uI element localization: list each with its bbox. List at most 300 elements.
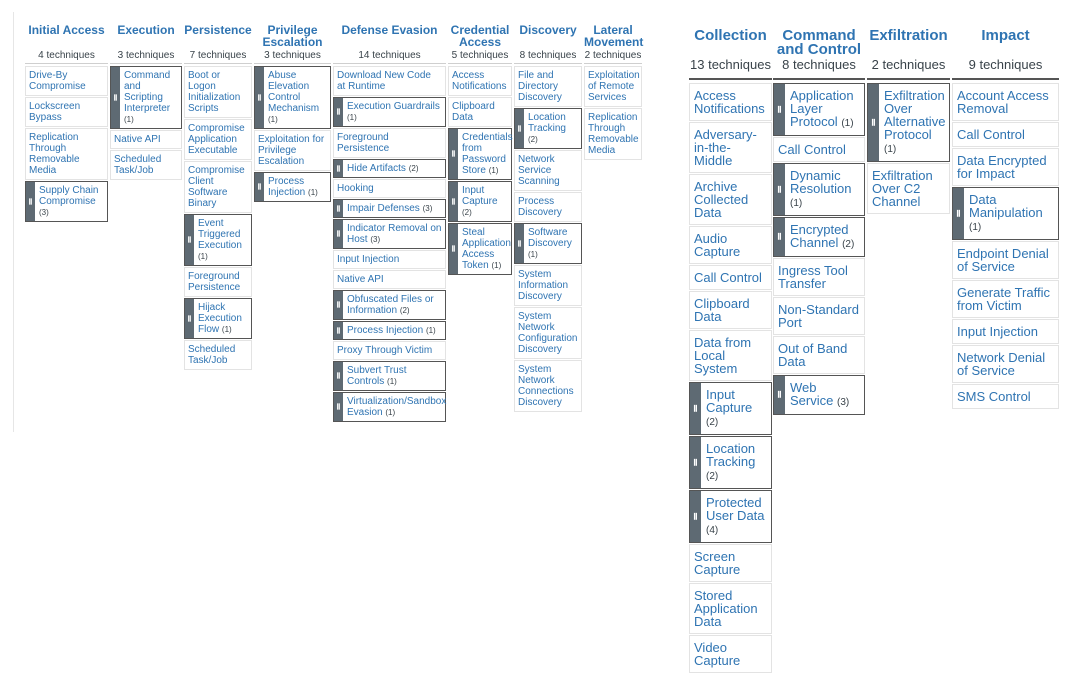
technique-label[interactable] [337, 274, 442, 285]
technique-cell-ingress-tool-transfer[interactable] [773, 258, 865, 296]
expand-subtechniques-handle-icon[interactable] [690, 491, 701, 542]
technique-label[interactable] [29, 101, 104, 123]
technique-label[interactable] [198, 302, 248, 335]
tactic-header[interactable] [333, 12, 446, 64]
technique-cell-location-tracking[interactable] [514, 108, 582, 149]
tactic-column-defense-evasion [333, 12, 446, 423]
technique-name[interactable]: Clipboard Data [452, 101, 495, 123]
technique-label[interactable] [29, 132, 104, 176]
technique-cell-application-layer-protocol[interactable] [773, 83, 865, 136]
technique-cell-video-capture[interactable] [689, 635, 772, 673]
expand-subtechniques-handle-icon[interactable] [449, 129, 458, 179]
technique-name[interactable]: Exploitation for Privilege Escalation [258, 134, 325, 167]
technique-cell-event-triggered-execution[interactable] [184, 214, 252, 266]
technique-label[interactable] [347, 163, 442, 174]
tactic-column-persistence [184, 12, 252, 371]
technique-label[interactable] [518, 70, 578, 103]
technique-name[interactable]: Replication Through Removable Media [588, 112, 639, 156]
technique-name[interactable]: System Network Connections Discovery [518, 364, 574, 408]
technique-label[interactable] [188, 123, 248, 156]
technique-name[interactable]: Clipboard Data [694, 296, 750, 324]
technique-label[interactable] [347, 396, 447, 418]
technique-name[interactable]: Foreground Persistence [337, 132, 390, 154]
technique-label[interactable] [957, 247, 1054, 273]
technique-label[interactable] [694, 641, 767, 667]
technique-cell-system-information-discovery[interactable] [514, 265, 582, 306]
technique-name[interactable]: Scheduled Task/Job [114, 154, 162, 176]
technique-cell-obfuscated-files-or-information[interactable] [333, 290, 446, 320]
technique-label[interactable] [347, 325, 442, 336]
technique-cell-exfiltration-over-c2-channel[interactable] [867, 163, 950, 214]
technique-label[interactable] [872, 169, 945, 208]
technique-cell-steal-application-access-token[interactable] [448, 223, 512, 275]
technique-name[interactable]: Input Capture [706, 387, 753, 415]
technique-cell-call-control[interactable] [689, 265, 772, 290]
expand-subtechniques-handle-icon[interactable] [774, 164, 785, 215]
technique-label[interactable] [188, 70, 248, 114]
expand-subtechniques-handle-icon[interactable] [774, 218, 785, 256]
technique-label[interactable] [518, 196, 578, 218]
technique-cell-abuse-elevation-control-mechanism[interactable] [254, 66, 331, 129]
tactic-name[interactable]: Privilege Escalation [262, 23, 323, 49]
technique-cell-compromise-application-executable[interactable] [184, 119, 252, 160]
technique-name[interactable]: Call Control [778, 142, 846, 157]
technique-label[interactable] [518, 311, 578, 355]
technique-cell-replication-through-removable-media[interactable] [25, 128, 108, 180]
technique-cell-generate-traffic-from-victim[interactable] [952, 280, 1059, 318]
technique-cell-command-and-scripting-interpreter[interactable] [110, 66, 182, 129]
subtechnique-count: (3) [39, 208, 49, 217]
technique-name[interactable]: Steal Application Access Token [462, 227, 511, 271]
technique-cell-sms-control[interactable] [952, 384, 1059, 409]
technique-label[interactable] [694, 550, 767, 576]
technique-cell-execution-guardrails[interactable] [333, 97, 446, 127]
technique-name[interactable]: Indicator Removal on Host [347, 223, 442, 245]
technique-label[interactable] [29, 70, 104, 92]
expand-subtechniques-handle-icon[interactable] [334, 393, 343, 421]
technique-cell-adversary-in-the-middle[interactable] [689, 122, 772, 173]
tactic-name[interactable]: Command and Control [776, 27, 862, 58]
tactic-name[interactable]: Exfiltration [869, 27, 948, 44]
technique-cell-credentials-from-password-store[interactable] [448, 128, 512, 180]
tactic-header[interactable] [773, 20, 865, 80]
technique-label[interactable] [114, 154, 178, 176]
technique-cell-audio-capture[interactable] [689, 226, 772, 264]
tactic-name[interactable]: Execution [117, 23, 175, 37]
technique-cell-virtualization-sandbox-evasion[interactable] [333, 392, 446, 422]
technique-cell-proxy-through-victim[interactable] [333, 341, 446, 360]
tactic-header[interactable] [584, 12, 642, 64]
technique-name[interactable]: Credentials from Password Store [462, 132, 513, 176]
technique-name[interactable]: Compromise Client Software Binary [188, 165, 245, 209]
technique-cell-replication-through-removable-media[interactable] [584, 108, 642, 160]
expand-subtechniques-handle-icon[interactable] [449, 224, 458, 274]
technique-label[interactable] [337, 183, 442, 194]
technique-name[interactable]: Location Tracking [528, 112, 566, 134]
expand-subtechniques-handle-icon[interactable] [334, 362, 343, 390]
technique-cell-location-tracking[interactable] [689, 436, 772, 489]
technique-label[interactable] [790, 169, 860, 210]
technique-cell-stored-application-data[interactable] [689, 583, 772, 634]
technique-cell-call-control[interactable] [952, 122, 1059, 147]
expand-subtechniques-handle-icon[interactable] [334, 200, 343, 217]
technique-name[interactable]: Native API [337, 274, 384, 285]
expand-subtechniques-handle-icon[interactable] [515, 224, 524, 263]
expand-subtechniques-handle-icon[interactable] [953, 188, 964, 239]
technique-label[interactable] [347, 365, 442, 387]
tactic-name[interactable]: Impact [981, 27, 1030, 44]
technique-label[interactable] [518, 269, 578, 302]
technique-name[interactable]: Data from Local System [694, 335, 752, 376]
technique-name[interactable]: Endpoint Denial of Service [957, 246, 1049, 274]
technique-name[interactable]: Execution Guardrails [347, 101, 440, 112]
technique-name[interactable]: Virtualization/Sandbox Evasion [347, 396, 447, 418]
tactic-column-lateral-movement [584, 12, 642, 161]
technique-label[interactable] [347, 101, 442, 123]
technique-label[interactable] [337, 132, 442, 154]
technique-cell-protected-user-data[interactable] [689, 490, 772, 543]
technique-name[interactable]: Adversary-in-the-Middle [694, 127, 757, 168]
technique-cell-indicator-removal-on-host[interactable] [333, 219, 446, 249]
tactic-name[interactable]: Credential Access [450, 23, 510, 49]
technique-cell-non-standard-port[interactable] [773, 297, 865, 335]
technique-cell-clipboard-data[interactable] [689, 291, 772, 329]
technique-name[interactable]: Exfiltration Over C2 Channel [872, 168, 933, 209]
technique-cell-screen-capture[interactable] [689, 544, 772, 582]
technique-label[interactable] [957, 325, 1054, 338]
technique-cell-call-control[interactable] [773, 137, 865, 162]
technique-cell-data-manipulation[interactable] [952, 187, 1059, 240]
expand-subtechniques-handle-icon[interactable] [774, 84, 785, 135]
technique-name[interactable]: Call Control [694, 270, 762, 285]
expand-subtechniques-handle-icon[interactable] [449, 182, 458, 221]
technique-name[interactable]: Input Injection [957, 324, 1038, 339]
technique-name[interactable]: Generate Traffic from Victim [957, 285, 1050, 313]
expand-subtechniques-handle-icon[interactable] [690, 437, 701, 488]
technique-count: 8 techniques [519, 50, 577, 61]
technique-name[interactable]: Ingress Tool Transfer [778, 263, 848, 291]
technique-label[interactable] [778, 342, 860, 368]
tactic-header[interactable] [952, 20, 1059, 80]
technique-name[interactable]: Supply Chain Compromise [39, 185, 99, 207]
technique-label[interactable] [518, 364, 578, 408]
technique-cell-scheduled-task-job[interactable] [110, 150, 182, 180]
tactic-name[interactable]: Defense Evasion [341, 23, 438, 37]
technique-cell-supply-chain-compromise[interactable] [25, 181, 108, 222]
technique-label[interactable] [957, 89, 1054, 115]
technique-name[interactable]: Encrypted Channel [790, 222, 849, 250]
technique-list [773, 80, 865, 415]
tactic-header[interactable] [184, 12, 252, 64]
technique-list [184, 64, 252, 370]
technique-cell-foreground-persistence[interactable] [333, 128, 446, 158]
technique-name[interactable]: File and Directory Discovery [518, 70, 562, 103]
technique-label[interactable] [588, 70, 638, 103]
technique-label[interactable] [694, 297, 767, 323]
technique-cell-system-network-configuration-discovery[interactable] [514, 307, 582, 359]
technique-name[interactable]: Abuse Elevation Control Mechanism [268, 70, 320, 114]
tactic-header[interactable] [448, 12, 512, 64]
technique-cell-archive-collected-data[interactable] [689, 174, 772, 225]
technique-name[interactable]: Boot or Logon Initialization Scripts [188, 70, 241, 114]
technique-label[interactable] [694, 232, 767, 258]
technique-cell-software-discovery[interactable] [514, 223, 582, 264]
technique-cell-exfiltration-over-alternative-protocol[interactable] [867, 83, 950, 162]
technique-label[interactable] [268, 176, 327, 198]
expand-subtechniques-handle-icon[interactable] [774, 376, 785, 414]
expand-subtechniques-handle-icon[interactable] [334, 291, 343, 319]
technique-name[interactable]: Hijack Execution Flow [198, 302, 242, 335]
technique-name[interactable]: Archive Collected Data [694, 179, 749, 220]
technique-name[interactable]: Account Access Removal [957, 88, 1049, 116]
technique-label[interactable] [957, 351, 1054, 377]
subtechnique-count: (1) [491, 261, 502, 270]
technique-cell-access-notifications[interactable] [689, 83, 772, 121]
technique-name[interactable]: Network Service Scanning [518, 154, 560, 187]
technique-label[interactable] [706, 496, 767, 537]
tactic-name[interactable]: Lateral Movement [584, 23, 644, 49]
technique-label[interactable] [694, 89, 767, 115]
technique-label[interactable] [268, 70, 327, 125]
technique-cell-access-notifications[interactable] [448, 66, 512, 96]
technique-name[interactable]: Exfiltration Over Alternative Protocol [884, 88, 946, 142]
technique-cell-data-from-local-system[interactable] [689, 330, 772, 381]
technique-name[interactable]: Audio Capture [694, 231, 741, 259]
tactic-name[interactable]: Persistence [184, 23, 252, 37]
technique-label[interactable] [778, 264, 860, 290]
expand-subtechniques-handle-icon[interactable] [690, 383, 701, 434]
tactic-header[interactable] [689, 20, 772, 80]
technique-cell-hooking[interactable] [333, 179, 446, 198]
technique-name[interactable]: Dynamic Resolution [790, 168, 852, 196]
technique-cell-exploitation-of-remote-services[interactable] [584, 66, 642, 107]
technique-label[interactable] [198, 218, 248, 262]
technique-name[interactable]: Proxy Through Victim [337, 345, 433, 356]
technique-name[interactable]: Screen Capture [694, 549, 741, 577]
technique-cell-input-capture[interactable] [689, 382, 772, 435]
technique-name[interactable]: Non-Standard Port [778, 302, 859, 330]
technique-name[interactable]: Web Service [790, 380, 834, 408]
technique-label[interactable] [347, 294, 442, 316]
tactic-header[interactable] [110, 12, 182, 64]
technique-cell-scheduled-task-job[interactable] [184, 340, 252, 370]
technique-name[interactable]: Out of Band Data [778, 341, 848, 369]
tactic-column-collection [689, 20, 772, 674]
technique-label[interactable] [337, 70, 442, 92]
technique-cell-download-new-code-at-runtime[interactable] [333, 66, 446, 96]
technique-cell-dynamic-resolution[interactable] [773, 163, 865, 216]
technique-name[interactable]: Compromise Application Executable [188, 123, 245, 156]
expand-subtechniques-handle-icon[interactable] [111, 67, 120, 128]
technique-label[interactable] [528, 227, 578, 260]
technique-cell-web-service[interactable] [773, 375, 865, 415]
technique-cell-system-network-connections-discovery[interactable] [514, 360, 582, 412]
technique-name[interactable]: Data Manipulation [969, 192, 1043, 220]
technique-label[interactable] [694, 180, 767, 219]
technique-name[interactable]: Location Tracking [706, 441, 756, 469]
technique-list [689, 80, 772, 673]
subtechnique-count: (1) [528, 250, 538, 259]
technique-label[interactable] [790, 381, 860, 409]
technique-name[interactable]: System Information Discovery [518, 269, 569, 302]
technique-name[interactable]: Process Injection [268, 176, 306, 198]
technique-label[interactable] [188, 165, 248, 209]
technique-label[interactable] [694, 336, 767, 375]
technique-cell-endpoint-denial-of-service[interactable] [952, 241, 1059, 279]
technique-cell-network-service-scanning[interactable] [514, 150, 582, 191]
expand-subtechniques-handle-icon[interactable] [255, 173, 264, 201]
technique-name[interactable]: Replication Through Removable Media [29, 132, 80, 176]
technique-name[interactable]: Software Discovery [528, 227, 572, 249]
technique-label[interactable] [347, 223, 442, 245]
technique-cell-subvert-trust-controls[interactable] [333, 361, 446, 391]
technique-label[interactable] [452, 70, 508, 92]
technique-name[interactable]: Drive-By Compromise [29, 70, 86, 92]
technique-cell-data-encrypted-for-impact[interactable] [952, 148, 1059, 186]
expand-subtechniques-handle-icon[interactable] [334, 322, 343, 339]
technique-name[interactable]: Process Discovery [518, 196, 562, 218]
subtechnique-count: (1) [385, 408, 396, 417]
expand-subtechniques-handle-icon[interactable] [255, 67, 264, 128]
technique-cell-network-denial-of-service[interactable] [952, 345, 1059, 383]
tactic-header[interactable] [25, 12, 108, 64]
tactic-header[interactable] [514, 12, 582, 64]
technique-label[interactable] [706, 442, 767, 483]
technique-name[interactable]: Access Notifications [694, 88, 765, 116]
technique-name[interactable]: Data Encrypted for Impact [957, 153, 1047, 181]
technique-name[interactable]: Process Injection [347, 325, 424, 336]
technique-name[interactable]: Exploitation of Remote Services [588, 70, 640, 103]
technique-name[interactable]: System Network Configuration Discovery [518, 311, 578, 355]
technique-name[interactable]: Network Denial of Service [957, 350, 1046, 378]
technique-label[interactable] [188, 344, 248, 366]
technique-cell-input-injection[interactable] [952, 319, 1059, 344]
technique-label[interactable] [790, 223, 860, 251]
technique-name[interactable]: Video Capture [694, 640, 741, 668]
technique-name[interactable]: Hooking [337, 183, 374, 194]
technique-cell-account-access-removal[interactable] [952, 83, 1059, 121]
technique-cell-drive-by-compromise[interactable] [25, 66, 108, 96]
technique-label[interactable] [694, 271, 767, 284]
technique-cell-native-api[interactable] [110, 130, 182, 149]
technique-label[interactable] [884, 89, 945, 156]
tactic-header[interactable] [867, 20, 950, 80]
technique-name[interactable]: Input Injection [337, 254, 400, 265]
technique-label[interactable] [778, 143, 860, 156]
technique-cell-input-capture[interactable] [448, 181, 512, 222]
technique-label[interactable] [124, 70, 178, 125]
expand-subtechniques-handle-icon[interactable] [185, 299, 194, 338]
technique-cell-out-of-band-data[interactable] [773, 336, 865, 374]
technique-label[interactable] [462, 132, 513, 176]
technique-name[interactable]: Subvert Trust Controls [347, 365, 407, 387]
technique-label[interactable] [778, 303, 860, 329]
technique-cell-hide-artifacts[interactable] [333, 159, 446, 178]
technique-count: 13 techniques [690, 57, 771, 72]
technique-cell-lockscreen-bypass[interactable] [25, 97, 108, 127]
technique-name[interactable]: Impair Defenses [347, 203, 420, 214]
technique-name[interactable]: Hide Artifacts [347, 163, 406, 174]
technique-cell-boot-or-logon-initialization-scripts[interactable] [184, 66, 252, 118]
technique-label[interactable] [114, 134, 178, 145]
technique-label[interactable] [706, 388, 767, 429]
expand-subtechniques-handle-icon[interactable] [334, 160, 343, 177]
technique-cell-encrypted-channel[interactable] [773, 217, 865, 257]
technique-label[interactable] [957, 390, 1054, 403]
technique-label[interactable] [694, 589, 767, 628]
technique-label[interactable] [957, 128, 1054, 141]
technique-name[interactable]: Stored Application Data [694, 588, 758, 629]
technique-cell-process-injection[interactable] [333, 321, 446, 340]
technique-name[interactable]: Native API [114, 134, 161, 145]
technique-label[interactable] [694, 128, 767, 167]
technique-label[interactable] [337, 345, 442, 356]
technique-name[interactable]: Foreground Persistence [188, 271, 241, 293]
tactic-name[interactable]: Discovery [519, 23, 577, 37]
technique-cell-exploitation-for-privilege-escalation[interactable] [254, 130, 331, 171]
technique-cell-clipboard-data[interactable] [448, 97, 512, 127]
technique-name[interactable]: Input Capture [462, 185, 498, 207]
technique-label[interactable] [957, 286, 1054, 312]
technique-cell-hijack-execution-flow[interactable] [184, 298, 252, 339]
technique-name[interactable]: Obfuscated Files or Information [347, 294, 434, 316]
technique-label[interactable] [957, 154, 1054, 180]
expand-subtechniques-handle-icon[interactable] [334, 98, 343, 126]
expand-subtechniques-handle-icon[interactable] [26, 182, 35, 221]
technique-label[interactable] [188, 271, 248, 293]
technique-name[interactable]: Download New Code at Runtime [337, 70, 431, 92]
expand-subtechniques-handle-icon[interactable] [515, 109, 524, 148]
technique-name[interactable]: Call Control [957, 127, 1025, 142]
technique-label[interactable] [452, 101, 508, 123]
technique-label[interactable] [790, 89, 860, 130]
technique-cell-process-discovery[interactable] [514, 192, 582, 222]
technique-label[interactable] [39, 185, 104, 218]
technique-label[interactable] [347, 203, 442, 214]
technique-name[interactable]: Event Triggered Execution [198, 218, 242, 251]
technique-name[interactable]: Lockscreen Bypass [29, 101, 81, 123]
technique-name[interactable]: Application Layer Protocol [790, 88, 854, 129]
technique-name[interactable]: Protected User Data [706, 495, 765, 523]
technique-label[interactable] [258, 134, 327, 167]
technique-label[interactable] [528, 112, 578, 145]
technique-name[interactable]: Command and Scripting Interpreter [124, 70, 171, 114]
technique-cell-input-injection[interactable] [333, 250, 446, 269]
technique-cell-impair-defenses[interactable] [333, 199, 446, 218]
technique-label[interactable] [462, 185, 508, 218]
technique-cell-process-injection[interactable] [254, 172, 331, 202]
technique-label[interactable] [337, 254, 442, 265]
technique-label[interactable] [969, 193, 1054, 234]
technique-label[interactable] [462, 227, 511, 271]
technique-cell-compromise-client-software-binary[interactable] [184, 161, 252, 213]
technique-cell-foreground-persistence[interactable] [184, 267, 252, 297]
technique-name[interactable]: Access Notifications [452, 70, 507, 92]
tactic-name[interactable]: Collection [694, 27, 767, 44]
technique-label[interactable] [588, 112, 638, 156]
technique-list [952, 80, 1059, 409]
tactic-header[interactable] [254, 12, 331, 64]
expand-subtechniques-handle-icon[interactable] [334, 220, 343, 248]
expand-subtechniques-handle-icon[interactable] [185, 215, 194, 265]
technique-name[interactable]: SMS Control [957, 389, 1031, 404]
technique-cell-native-api[interactable] [333, 270, 446, 289]
technique-label[interactable] [518, 154, 578, 187]
technique-cell-file-and-directory-discovery[interactable] [514, 66, 582, 107]
expand-subtechniques-handle-icon[interactable] [868, 84, 879, 161]
technique-name[interactable]: Scheduled Task/Job [188, 344, 236, 366]
tactic-name[interactable]: Initial Access [28, 23, 105, 37]
